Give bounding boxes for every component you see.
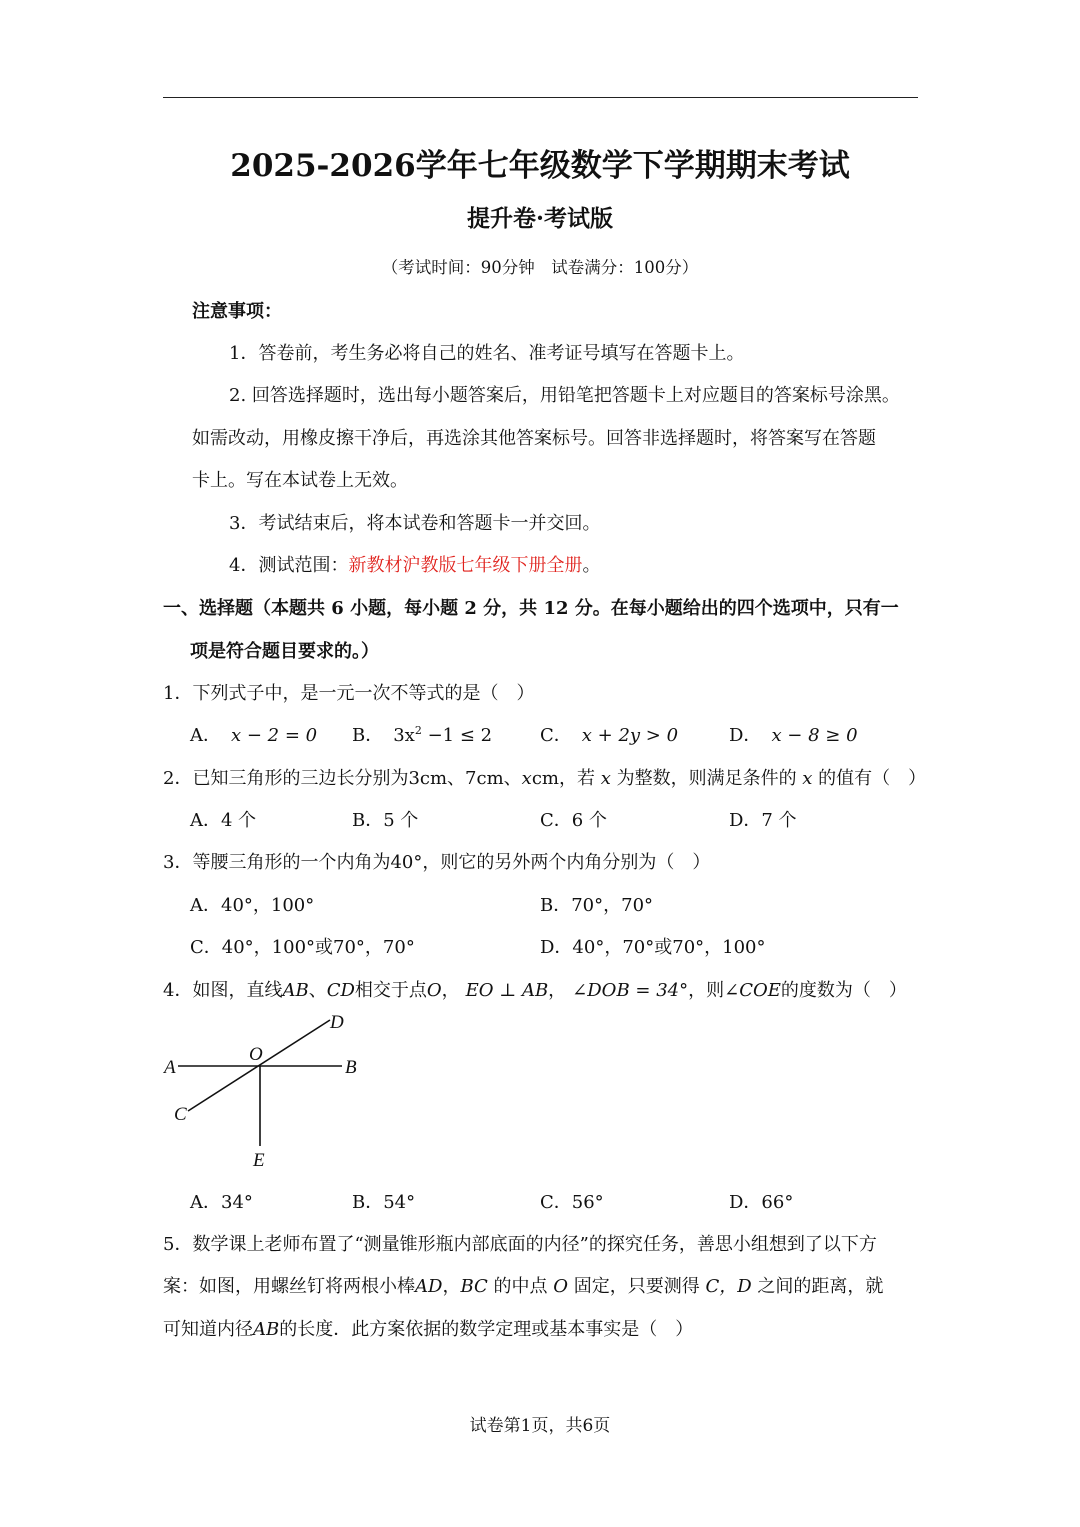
option-expression: 3x [393, 725, 415, 746]
stem-text: 的度数为（ ） [780, 980, 907, 1001]
option-expression: x + 2y > 0 [581, 725, 679, 746]
page-footer: 试卷第1页，共6页 [469, 1416, 611, 1436]
q1-option-a [190, 721, 317, 747]
q2-option-a: A．4 个 [190, 810, 257, 831]
note-item-2-line2: 如需改动，用橡皮擦干净后，再选涂其他答案标号。回答非选择题时，将答案写在答题 [192, 428, 876, 449]
note-item-3: 3．考试结束后，将本试卷和答题卡一并交回。 [229, 513, 601, 534]
stem-text: 4．如图，直线 [163, 980, 283, 1001]
stem-text: 的中点 [487, 1276, 554, 1297]
section-1-heading [163, 594, 899, 620]
q4-option-b: B．54° [352, 1192, 416, 1213]
stem-text: cm，若 [531, 768, 601, 789]
exam-title: 2025-2026学年七年级数学下学期期末考试 [230, 148, 850, 184]
test-scope: 新教材沪教版七年级下册全册 [348, 555, 583, 576]
option-label: A． [190, 725, 221, 746]
stem-text: 2．已知三角形的三边长分别为3cm、7cm、 [163, 768, 522, 789]
line-cd-label: CD [326, 980, 355, 1001]
q2-option-c: C．6 个 [540, 810, 607, 831]
note-item-4-prefix: 4．测试范围： [229, 555, 349, 576]
label-a: A [164, 1057, 176, 1078]
q1-option-d [729, 721, 858, 747]
question-count: 6 [331, 598, 344, 619]
points-per-question: 2 [464, 598, 477, 619]
line-ab-label: AB [282, 980, 309, 1001]
question-3-stem: 3．等腰三角形的一个内角为40°，则它的另外两个内角分别为（ ） [163, 852, 711, 873]
section-1-heading-text: 分，共 [476, 598, 544, 619]
variable-x: x [600, 768, 611, 789]
segment-bc: BC [460, 1276, 488, 1297]
variable-x: x [802, 768, 813, 789]
q1-option-c [540, 721, 678, 747]
stem-text: ， [442, 1276, 461, 1297]
stem-text: 、 [308, 980, 327, 1001]
total-points: 12 [543, 598, 569, 619]
section-1-heading-text: 一、选择题（本题共 [163, 598, 332, 619]
q4-option-a: A．34° [190, 1192, 253, 1213]
q3-option-c: C．40°，100°或70°，70° [190, 937, 415, 958]
option-expression: x − 2 = 0 [231, 725, 318, 746]
stem-text: 可知道内径 [163, 1319, 253, 1340]
option-label: B． [352, 725, 384, 746]
exam-subtitle: 提升卷·考试版 [466, 205, 613, 232]
stem-text: 为整数，则满足条件的 [610, 768, 803, 789]
points-cd: C，D [705, 1276, 752, 1297]
label-c: C [174, 1104, 187, 1125]
section-1-heading-text: 分。在每小题给出的四个选项中，只有一 [568, 598, 899, 619]
angle-coe: ∠COE [724, 980, 781, 1001]
segment-ad: AD [415, 1276, 443, 1297]
label-e: E [253, 1150, 265, 1171]
section-1-heading-line2: 项是符合题目要求的。） [190, 641, 379, 662]
q3-option-d: D．40°，70°或70°，100° [540, 937, 766, 958]
stem-text: 的值有（ ） [812, 768, 927, 789]
header-rule [163, 97, 918, 98]
exponent: 2 [414, 724, 422, 737]
option-expression: x − 8 ≥ 0 [771, 725, 858, 746]
question-5-line3 [163, 1315, 693, 1341]
note-item-4-suffix: 。 [582, 555, 601, 576]
label-d: D [330, 1012, 344, 1033]
point-o: O [553, 1276, 568, 1297]
q4-figure [160, 1008, 380, 1178]
option-label: D． [729, 725, 762, 746]
label-o: O [249, 1044, 263, 1065]
q3-option-b: B．70°，70° [540, 895, 654, 916]
stem-text: 的长度．此方案依据的数学定理或基本事实是（ ） [279, 1319, 694, 1340]
stem-text: 之间的距离，就 [751, 1276, 884, 1297]
variable-x: x [521, 768, 532, 789]
q3-option-a: A．40°，100° [190, 895, 315, 916]
section-1-heading-text: 小题，每小题 [343, 598, 465, 619]
notes-heading: 注意事项： [192, 301, 282, 322]
stem-text: ，则 [688, 980, 725, 1001]
question-1-stem: 1．下列式子中，是一元一次不等式的是（ ） [163, 683, 535, 704]
question-5-line2 [163, 1272, 883, 1298]
question-4-stem [163, 976, 907, 1002]
stem-text: 固定，只要测得 [568, 1276, 706, 1297]
stem-text: ， [548, 980, 567, 1001]
option-expression: −1 ≤ 2 [421, 725, 493, 746]
note-item-2-line1: 2. 回答选择题时，选出每小题答案后，用铅笔把答题卡上对应题目的答案标号涂黑。 [229, 385, 900, 406]
question-2-stem [163, 764, 926, 790]
stem-text: 相交于点 [354, 980, 427, 1001]
note-item-4 [229, 551, 600, 577]
q4-option-c: C．56° [540, 1192, 604, 1213]
option-label: C． [540, 725, 572, 746]
angle-relation: ∠DOB = 34° [572, 980, 689, 1001]
q1-option-b [352, 721, 492, 747]
stem-text: 案：如图，用螺丝钉将两根小棒 [163, 1276, 415, 1297]
stem-text: ， [441, 980, 460, 1001]
question-5-line1: 5．数学课上老师布置了“测量锥形瓶内部底面的内径”的探究任务，善思小组想到了以下方 [163, 1234, 877, 1255]
point-o-label: O [426, 980, 442, 1001]
note-item-1: 1．答卷前，考生务必将自己的姓名、准考证号填写在答题卡上。 [229, 343, 745, 364]
q4-option-d: D．66° [729, 1192, 794, 1213]
q2-option-d: D．7 个 [729, 810, 797, 831]
perpendicular-relation: EO ⊥ AB [465, 980, 549, 1001]
exam-meta: （考试时间：90分钟 试卷满分：100分） [381, 258, 699, 277]
q2-option-b: B．5 个 [352, 810, 419, 831]
label-b: B [345, 1057, 357, 1078]
note-item-2-line3: 卡上。写在本试卷上无效。 [192, 470, 408, 491]
segment-ab: AB [253, 1319, 280, 1340]
